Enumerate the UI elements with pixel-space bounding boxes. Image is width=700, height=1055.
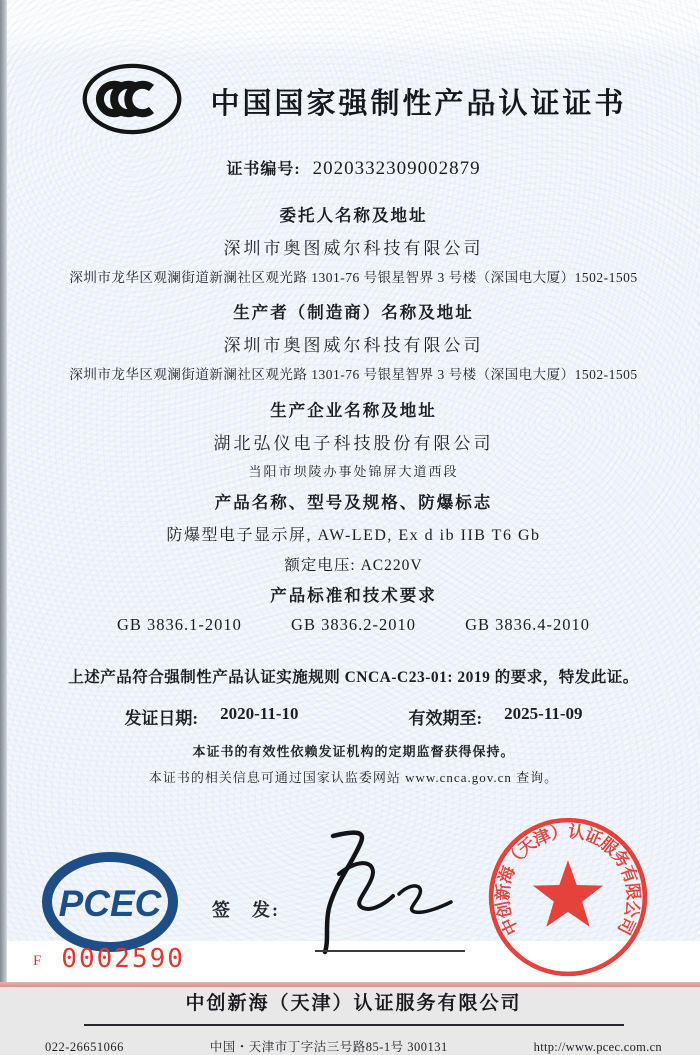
scan-edge xyxy=(0,0,7,987)
issuer-phone: 022-26651066 xyxy=(45,1040,124,1054)
issuer-company-name: 中创新海（天津）认证服务有限公司 xyxy=(185,993,522,1014)
manufacturer-heading: 生产者（制造商）名称及地址 xyxy=(233,303,474,322)
footer-info-row xyxy=(7,1037,700,1055)
expiry-date-pair xyxy=(409,704,583,729)
expiry-date-value: 2025-11-09 xyxy=(504,704,583,723)
certificate-number-row xyxy=(7,156,700,180)
certificate-number-label: 证书编号: xyxy=(226,161,301,178)
expiry-date-label: 有效期至: xyxy=(408,709,483,728)
factory-name: 湖北弘仪电子科技股份有限公司 xyxy=(213,434,494,453)
standard-item: GB 3836.4-2010 xyxy=(465,615,590,634)
signature xyxy=(295,822,475,962)
issue-date-label: 发证日期: xyxy=(124,709,199,728)
company-stamp-icon xyxy=(486,814,650,985)
applicant-heading: 委托人名称及地址 xyxy=(279,206,428,225)
serial-prefix: F xyxy=(33,953,42,969)
issuer-website: http://www.pcec.com.cn xyxy=(533,1040,662,1054)
pcec-logo-icon xyxy=(39,850,181,959)
sign-label: 签 发: xyxy=(212,900,280,920)
standard-item: GB 3836.2-2010 xyxy=(291,615,416,634)
issuer-address: 中国・天津市丁字沽三号路85-1号 300131 xyxy=(209,1040,448,1054)
issue-date-pair xyxy=(124,704,298,729)
factory-heading: 生产企业名称及地址 xyxy=(270,401,437,420)
validity-note: 本证书的有效性依赖发证机构的定期监督获得保持。 xyxy=(192,744,515,759)
issue-date-value: 2020-11-10 xyxy=(220,704,299,723)
standards-heading: 产品标准和技术要求 xyxy=(270,586,437,605)
serial-number xyxy=(33,946,185,972)
rated-voltage: 额定电压: AC220V xyxy=(284,557,423,574)
manufacturer-address: 深圳市龙华区观澜街道新澜社区观光路 1301-76 号银星智界 3 号楼（深国电大厦）1502-1505 xyxy=(69,367,638,382)
manufacturer-name: 深圳市奥图威尔科技有限公司 xyxy=(223,336,484,355)
standards-row xyxy=(7,615,700,635)
product-heading: 产品名称、型号及规格、防爆标志 xyxy=(214,493,493,512)
certificate-number-value: 2020332309002879 xyxy=(312,158,481,179)
applicant-name: 深圳市奥图威尔科技有限公司 xyxy=(223,239,484,258)
product-detail: 防爆型电子显示屏, AW-LED, Ex d ib IIB T6 Gb xyxy=(166,527,541,544)
signature-icon xyxy=(295,822,475,957)
header xyxy=(7,0,700,143)
ccc-logo-icon xyxy=(80,60,184,143)
dates-row xyxy=(7,704,700,729)
standard-item: GB 3836.1-2010 xyxy=(116,615,242,634)
footer-divider xyxy=(84,1024,624,1026)
signature-line xyxy=(315,950,465,952)
factory-address: 当阳市坝陵办事处锦屏大道西段 xyxy=(248,464,459,479)
pcec-logo-text: PCEC xyxy=(58,883,162,924)
lookup-note: 本证书的相关信息可通过国家认监委网站 www.cnca.gov.cn 查询。 xyxy=(148,770,559,785)
certificate-title: 中国国家强制性产品认证证书 xyxy=(210,88,627,120)
conformity-statement: 上述产品符合强制性产品认证实施规则 CNCA-C23-01: 2019 的要求，特发此证。 xyxy=(68,669,639,686)
stamp-text: 中创新海（天津）认证服务有限公司 xyxy=(493,822,643,938)
serial-digits: 0002590 xyxy=(61,944,185,974)
scan-bottom-edge xyxy=(0,982,700,987)
applicant-address: 深圳市龙华区观澜街道新澜社区观光路 1301-76 号银星智界 3 号楼（深国电大厦）1502-1505 xyxy=(69,270,638,285)
